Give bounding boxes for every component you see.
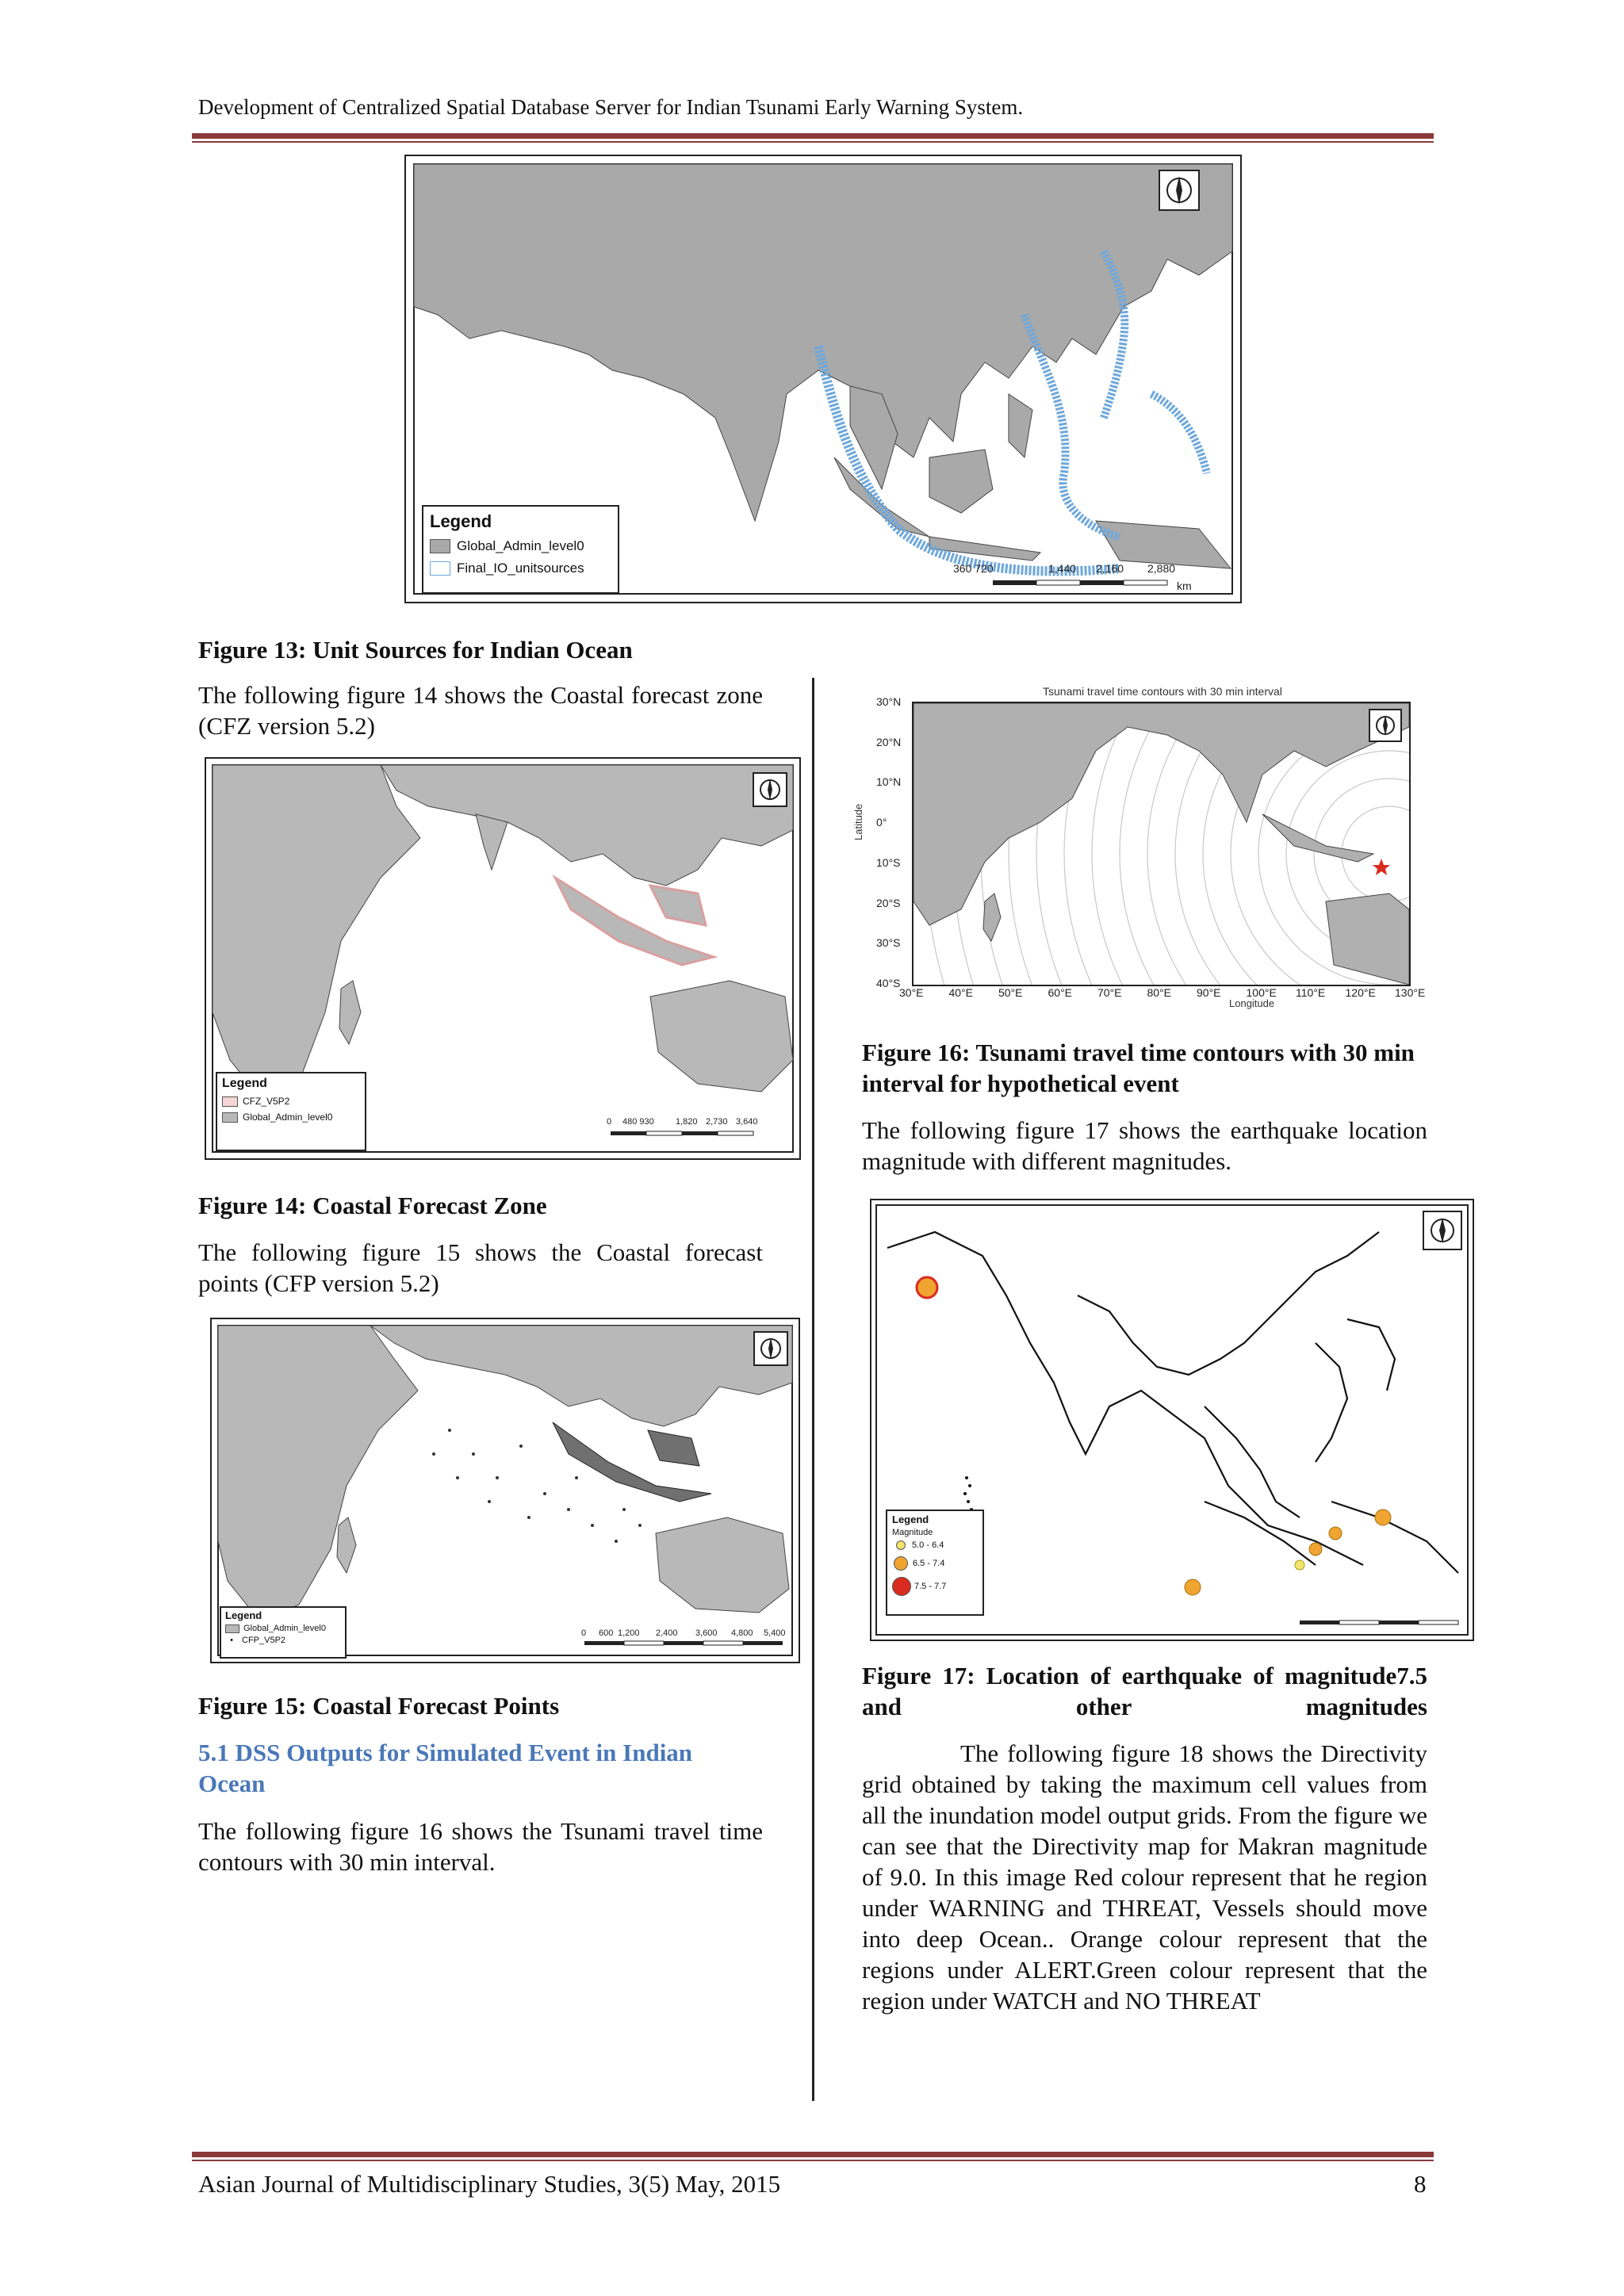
paragraph: The following figure 14 shows the Coastal forecast zone (CFZ version 5.2) bbox=[198, 681, 763, 740]
scale-label: 1,200 bbox=[618, 1628, 640, 1638]
legend-row bbox=[887, 1574, 982, 1599]
scale-label: 600 bbox=[599, 1628, 614, 1638]
figure-14-caption: Figure 14: Coastal Forecast Zone bbox=[198, 1192, 547, 1219]
y-tick-label: 40°S bbox=[876, 977, 901, 989]
scale-label: 2,400 bbox=[656, 1628, 678, 1638]
scale-label: 3,600 bbox=[695, 1628, 718, 1638]
x-tick-label: 40°E bbox=[948, 986, 974, 999]
land-swatch bbox=[225, 1624, 239, 1633]
legend-row bbox=[423, 537, 618, 556]
paragraph: The following figure 16 shows the Tsunami travel time contours with 30 min interval. bbox=[198, 1817, 763, 1876]
legend-title: Legend bbox=[430, 511, 492, 531]
figure-15-caption: Figure 15: Coastal Forecast Points bbox=[198, 1692, 560, 1720]
legend-row bbox=[221, 1634, 345, 1647]
x-tick-label: 130°E bbox=[1395, 986, 1426, 999]
y-tick-label: 30°S bbox=[876, 936, 901, 950]
figure-17-legend bbox=[886, 1510, 984, 1616]
paragraph: The following figure 18 shows the Directivity grid obtained by taking the maximum cell values from all the inundation model output grids. From the figure we can see that the Directivity map for Makran magnitude of 9.0. In this image Red colour represent that he region under WARNING and THREAT, Vessels should move into deep Ocean.. Orange colour represent that the regions under ALERT.Green colour represent that the region under WATCH and NO THREAT bbox=[862, 1739, 1427, 2015]
x-tick-label: 100°E bbox=[1246, 986, 1277, 999]
figure-13-caption: Figure 13: Unit Sources for Indian Ocean bbox=[198, 636, 633, 664]
unitsource-swatch bbox=[430, 561, 450, 576]
y-tick-label: 10°N bbox=[876, 775, 902, 789]
paragraph: The following figure 17 shows the earthquake location magnitude with different magnitudes. bbox=[862, 1116, 1427, 1175]
x-tick-label: 30°E bbox=[899, 986, 924, 999]
figure-14-map bbox=[205, 757, 801, 1160]
figure-16-chart bbox=[852, 682, 1426, 1015]
land-swatch bbox=[430, 539, 450, 553]
legend-label: 6.5 - 7.4 bbox=[913, 1559, 945, 1568]
figure-16-frame bbox=[912, 702, 1411, 986]
scale-label: 4,800 bbox=[731, 1628, 753, 1638]
figure-15-legend bbox=[220, 1606, 347, 1659]
land-swatch bbox=[222, 1112, 238, 1123]
legend-title: Legend bbox=[892, 1513, 929, 1525]
scale-label: 2,160 bbox=[1096, 562, 1124, 575]
legend-label: 7.5 - 7.7 bbox=[914, 1582, 947, 1591]
y-tick-label: 20°S bbox=[876, 896, 901, 909]
figure-13-map bbox=[404, 155, 1242, 603]
y-tick-label: 30°N bbox=[876, 695, 902, 708]
scale-label: 5,400 bbox=[764, 1628, 786, 1638]
y-tick-label: 0° bbox=[876, 816, 887, 829]
figure-16-ylabel: Latitude bbox=[852, 803, 864, 840]
point-marker-icon: • bbox=[230, 1636, 233, 1645]
legend-title: Legend bbox=[225, 1609, 262, 1621]
running-title: Development of Centralized Spatial Database Server for Indian Tsunami Early Warning System. bbox=[198, 95, 1024, 119]
figure-15-map bbox=[210, 1318, 800, 1663]
scale-label: 2,880 bbox=[1147, 562, 1176, 575]
cfz-swatch bbox=[222, 1096, 238, 1107]
journal-citation: Asian Journal of Multidisciplinary Studies, 3(5) May, 2015 bbox=[198, 2170, 781, 2198]
section-heading-text: 5.1 DSS Outputs for Simulated Event in Indian Ocean bbox=[198, 1739, 693, 1797]
figure-14-legend bbox=[216, 1072, 366, 1151]
x-tick-label: 90°E bbox=[1197, 986, 1221, 999]
footer-rule bbox=[192, 2152, 1434, 2161]
header-rule bbox=[192, 133, 1434, 143]
scale-label: 3,640 bbox=[736, 1117, 758, 1127]
x-tick-label: 80°E bbox=[1147, 986, 1172, 999]
column-divider bbox=[812, 678, 814, 2101]
page-number: 8 bbox=[1414, 2170, 1427, 2198]
scale-label: 2,730 bbox=[706, 1117, 728, 1127]
scale-label: 0 bbox=[607, 1117, 612, 1127]
legend-title: Legend bbox=[222, 1077, 267, 1090]
figure-17-map bbox=[870, 1199, 1474, 1641]
x-tick-label: 110°E bbox=[1296, 986, 1326, 999]
magnitude-swatch-large bbox=[892, 1577, 911, 1596]
paragraph: The following figure 15 shows the Coastal forecast points (CFP version 5.2) bbox=[198, 1238, 763, 1297]
figure-17-caption bbox=[862, 1660, 1427, 1722]
legend-row bbox=[887, 1537, 982, 1553]
section-heading bbox=[198, 1737, 763, 1799]
legend-label: Final_IO_unitsources bbox=[457, 561, 584, 576]
x-tick-label: 70°E bbox=[1097, 986, 1122, 999]
legend-row bbox=[887, 1553, 982, 1574]
figure-16-title: Tsunami travel time contours with 30 min interval bbox=[1043, 685, 1282, 698]
x-tick-label: 120°E bbox=[1345, 986, 1376, 999]
figure-16-caption: Figure 16: Tsunami travel time contours with 30 min interval for hypothetical event bbox=[862, 1039, 1415, 1097]
magnitude-swatch-medium bbox=[894, 1556, 908, 1571]
y-tick-label: 20°N bbox=[876, 735, 902, 748]
figure-16-xlabel: Longitude bbox=[1229, 997, 1275, 1009]
scale-label: 360 720 bbox=[953, 562, 994, 575]
scale-label: 0 bbox=[581, 1628, 587, 1638]
legend-row bbox=[217, 1094, 365, 1108]
scale-label: 1,820 bbox=[676, 1117, 698, 1127]
legend-row bbox=[423, 556, 618, 581]
legend-label: CFP_V5P2 bbox=[242, 1636, 286, 1645]
x-tick-label: 60°E bbox=[1048, 986, 1073, 999]
legend-row bbox=[221, 1623, 345, 1634]
figure-17-caption-text: Figure 17: Location of earthquake of magnitude7.5 and other magnitudes bbox=[862, 1662, 1427, 1720]
scale-label: 1,440 bbox=[1048, 562, 1077, 575]
figure-16-svg bbox=[914, 703, 1409, 985]
magnitude-swatch-small bbox=[896, 1540, 906, 1550]
legend-subtitle: Magnitude bbox=[892, 1528, 933, 1537]
x-tick-label: 50°E bbox=[998, 986, 1023, 999]
scale-unit: km bbox=[1177, 580, 1192, 592]
scale-label: 480 930 bbox=[622, 1117, 654, 1127]
legend-label: Global_Admin_level0 bbox=[243, 1624, 326, 1633]
figure-13-legend bbox=[422, 505, 619, 594]
legend-label: 5.0 - 6.4 bbox=[912, 1540, 944, 1550]
y-tick-label: 10°S bbox=[876, 855, 901, 869]
legend-label: Global_Admin_level0 bbox=[457, 538, 584, 553]
legend-label: CFZ_V5P2 bbox=[243, 1096, 290, 1107]
legend-row bbox=[217, 1108, 365, 1126]
legend-label: Global_Admin_level0 bbox=[243, 1112, 333, 1123]
